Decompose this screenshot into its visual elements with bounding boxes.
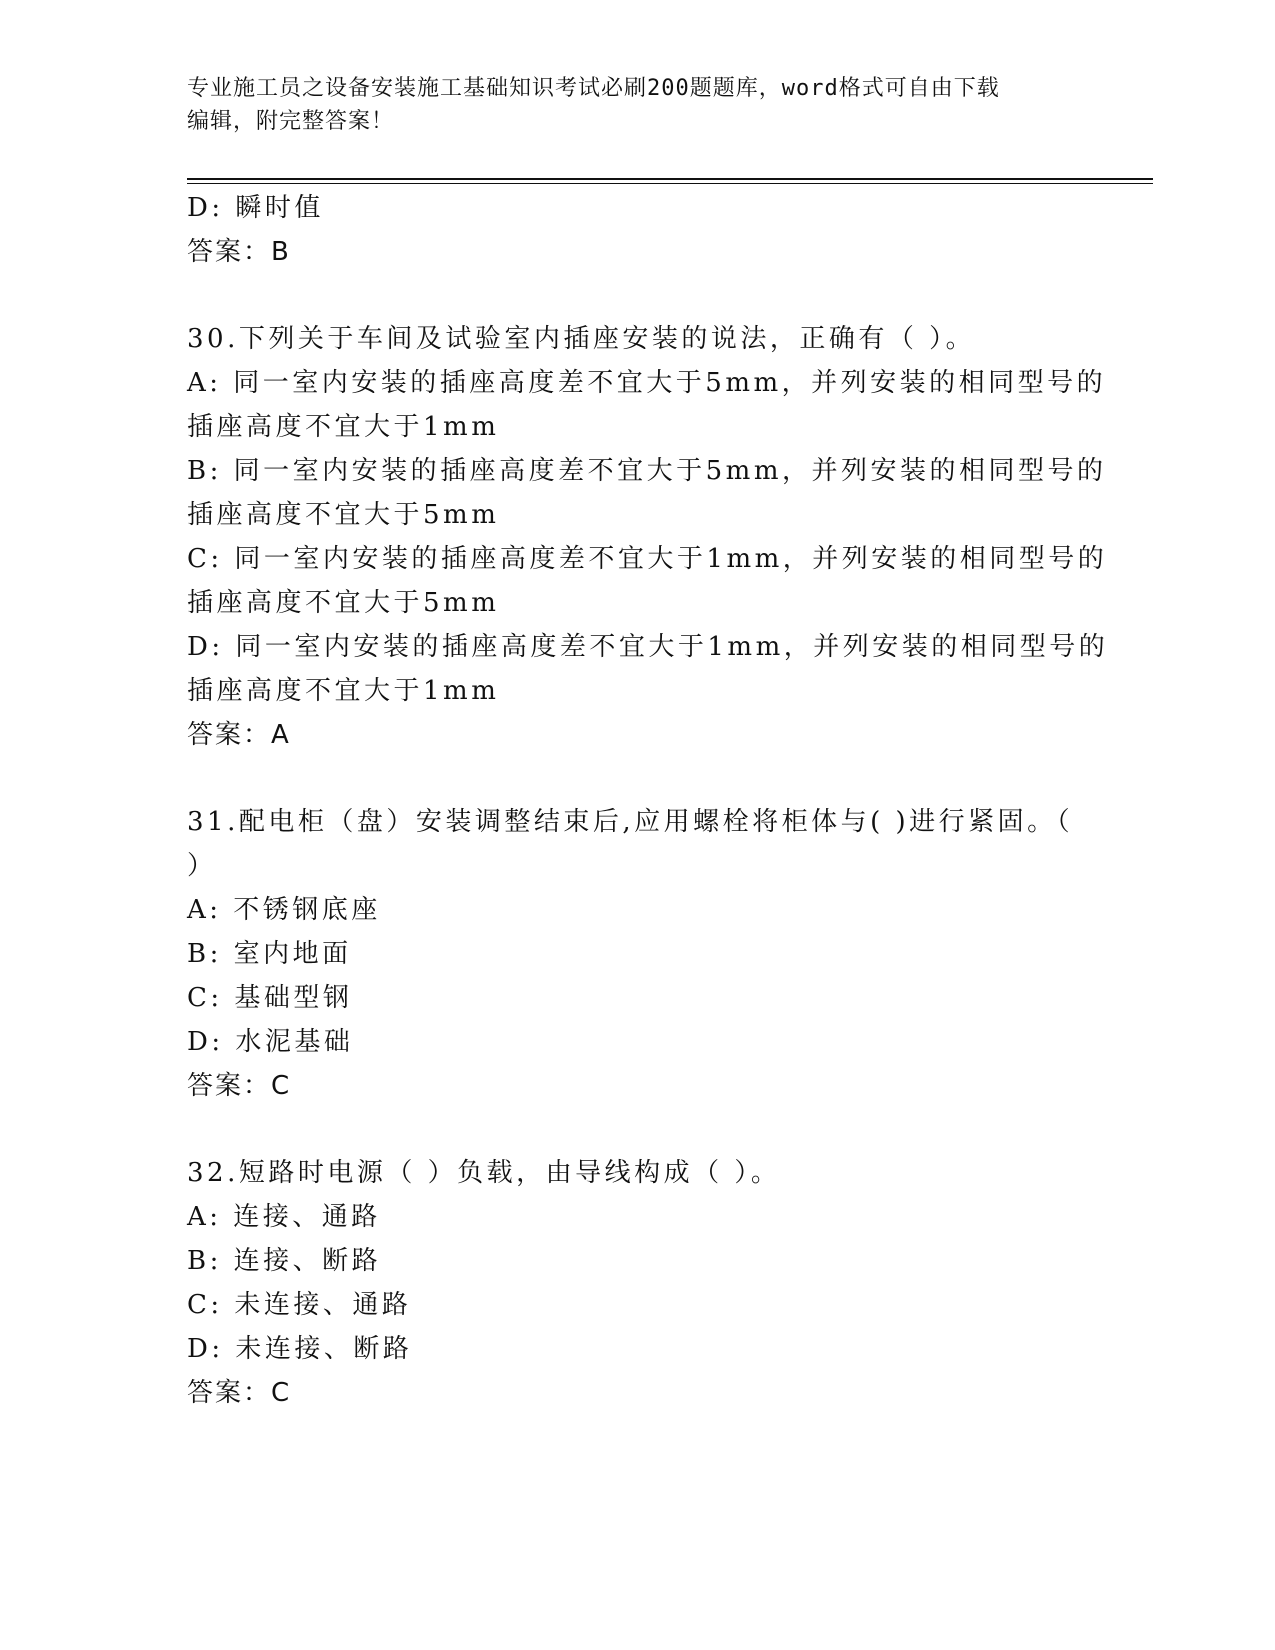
header-divider-thick (187, 178, 1153, 180)
q31-option-d: D: 水泥基础 (187, 1027, 354, 1057)
document-header (187, 72, 1067, 138)
q31-option-a: A: 不锈钢底座 (187, 895, 381, 925)
q32-question: 32.短路时电源（ ）负载，由导线构成（ ）。 (187, 1158, 781, 1188)
q30-answer: 答案：A (187, 720, 291, 750)
q30-option-c-line-1: C: 同一室内安装的插座高度差不宜大于1mm，并列安装的相同型号的 (187, 544, 1108, 574)
q30-option-b-line-2: 插座高度不宜大于5mm (187, 500, 500, 530)
q30-option-a-line-2: 插座高度不宜大于1mm (187, 412, 500, 442)
q30-option-a-line-1: A: 同一室内安装的插座高度差不宜大于5mm，并列安装的相同型号的 (187, 368, 1107, 398)
q31-option-b: B: 室内地面 (187, 939, 352, 969)
q31-answer: 答案：C (187, 1071, 292, 1101)
q32-option-d: D: 未连接、断路 (187, 1334, 413, 1364)
prev-answer: 答案：B (187, 237, 291, 267)
q32-option-b: B: 连接、断路 (187, 1246, 382, 1276)
q32-answer: 答案：C (187, 1378, 292, 1408)
q30-option-c-line-2: 插座高度不宜大于5mm (187, 588, 500, 618)
q30-option-d-line-2: 插座高度不宜大于1mm (187, 676, 500, 706)
header-title-line-2: 编辑，附完整答案！ (187, 109, 395, 134)
header-title-line-1: 专业施工员之设备安装施工基础知识考试必刷200题题库，word格式可自由下载 (187, 76, 1000, 101)
header-divider-thin (187, 183, 1153, 184)
q30-question: 30.下列关于车间及试验室内插座安装的说法，正确有（ ）。 (187, 324, 976, 354)
q30-option-d-line-1: D: 同一室内安装的插座高度差不宜大于1mm，并列安装的相同型号的 (187, 632, 1109, 662)
q30-option-b-line-1: B: 同一室内安装的插座高度差不宜大于5mm，并列安装的相同型号的 (187, 456, 1107, 486)
q32-option-c: C: 未连接、通路 (187, 1290, 412, 1320)
q31-question-line-2: ） (187, 851, 217, 881)
prev-option-d: D: 瞬时值 (187, 193, 324, 223)
q31-option-c: C: 基础型钢 (187, 983, 353, 1013)
q32-option-a: A: 连接、通路 (187, 1202, 381, 1232)
q31-question-line-1: 31.配电柜（盘）安装调整结束后,应用螺栓将柜体与( )进行紧固。（ (187, 807, 1074, 837)
